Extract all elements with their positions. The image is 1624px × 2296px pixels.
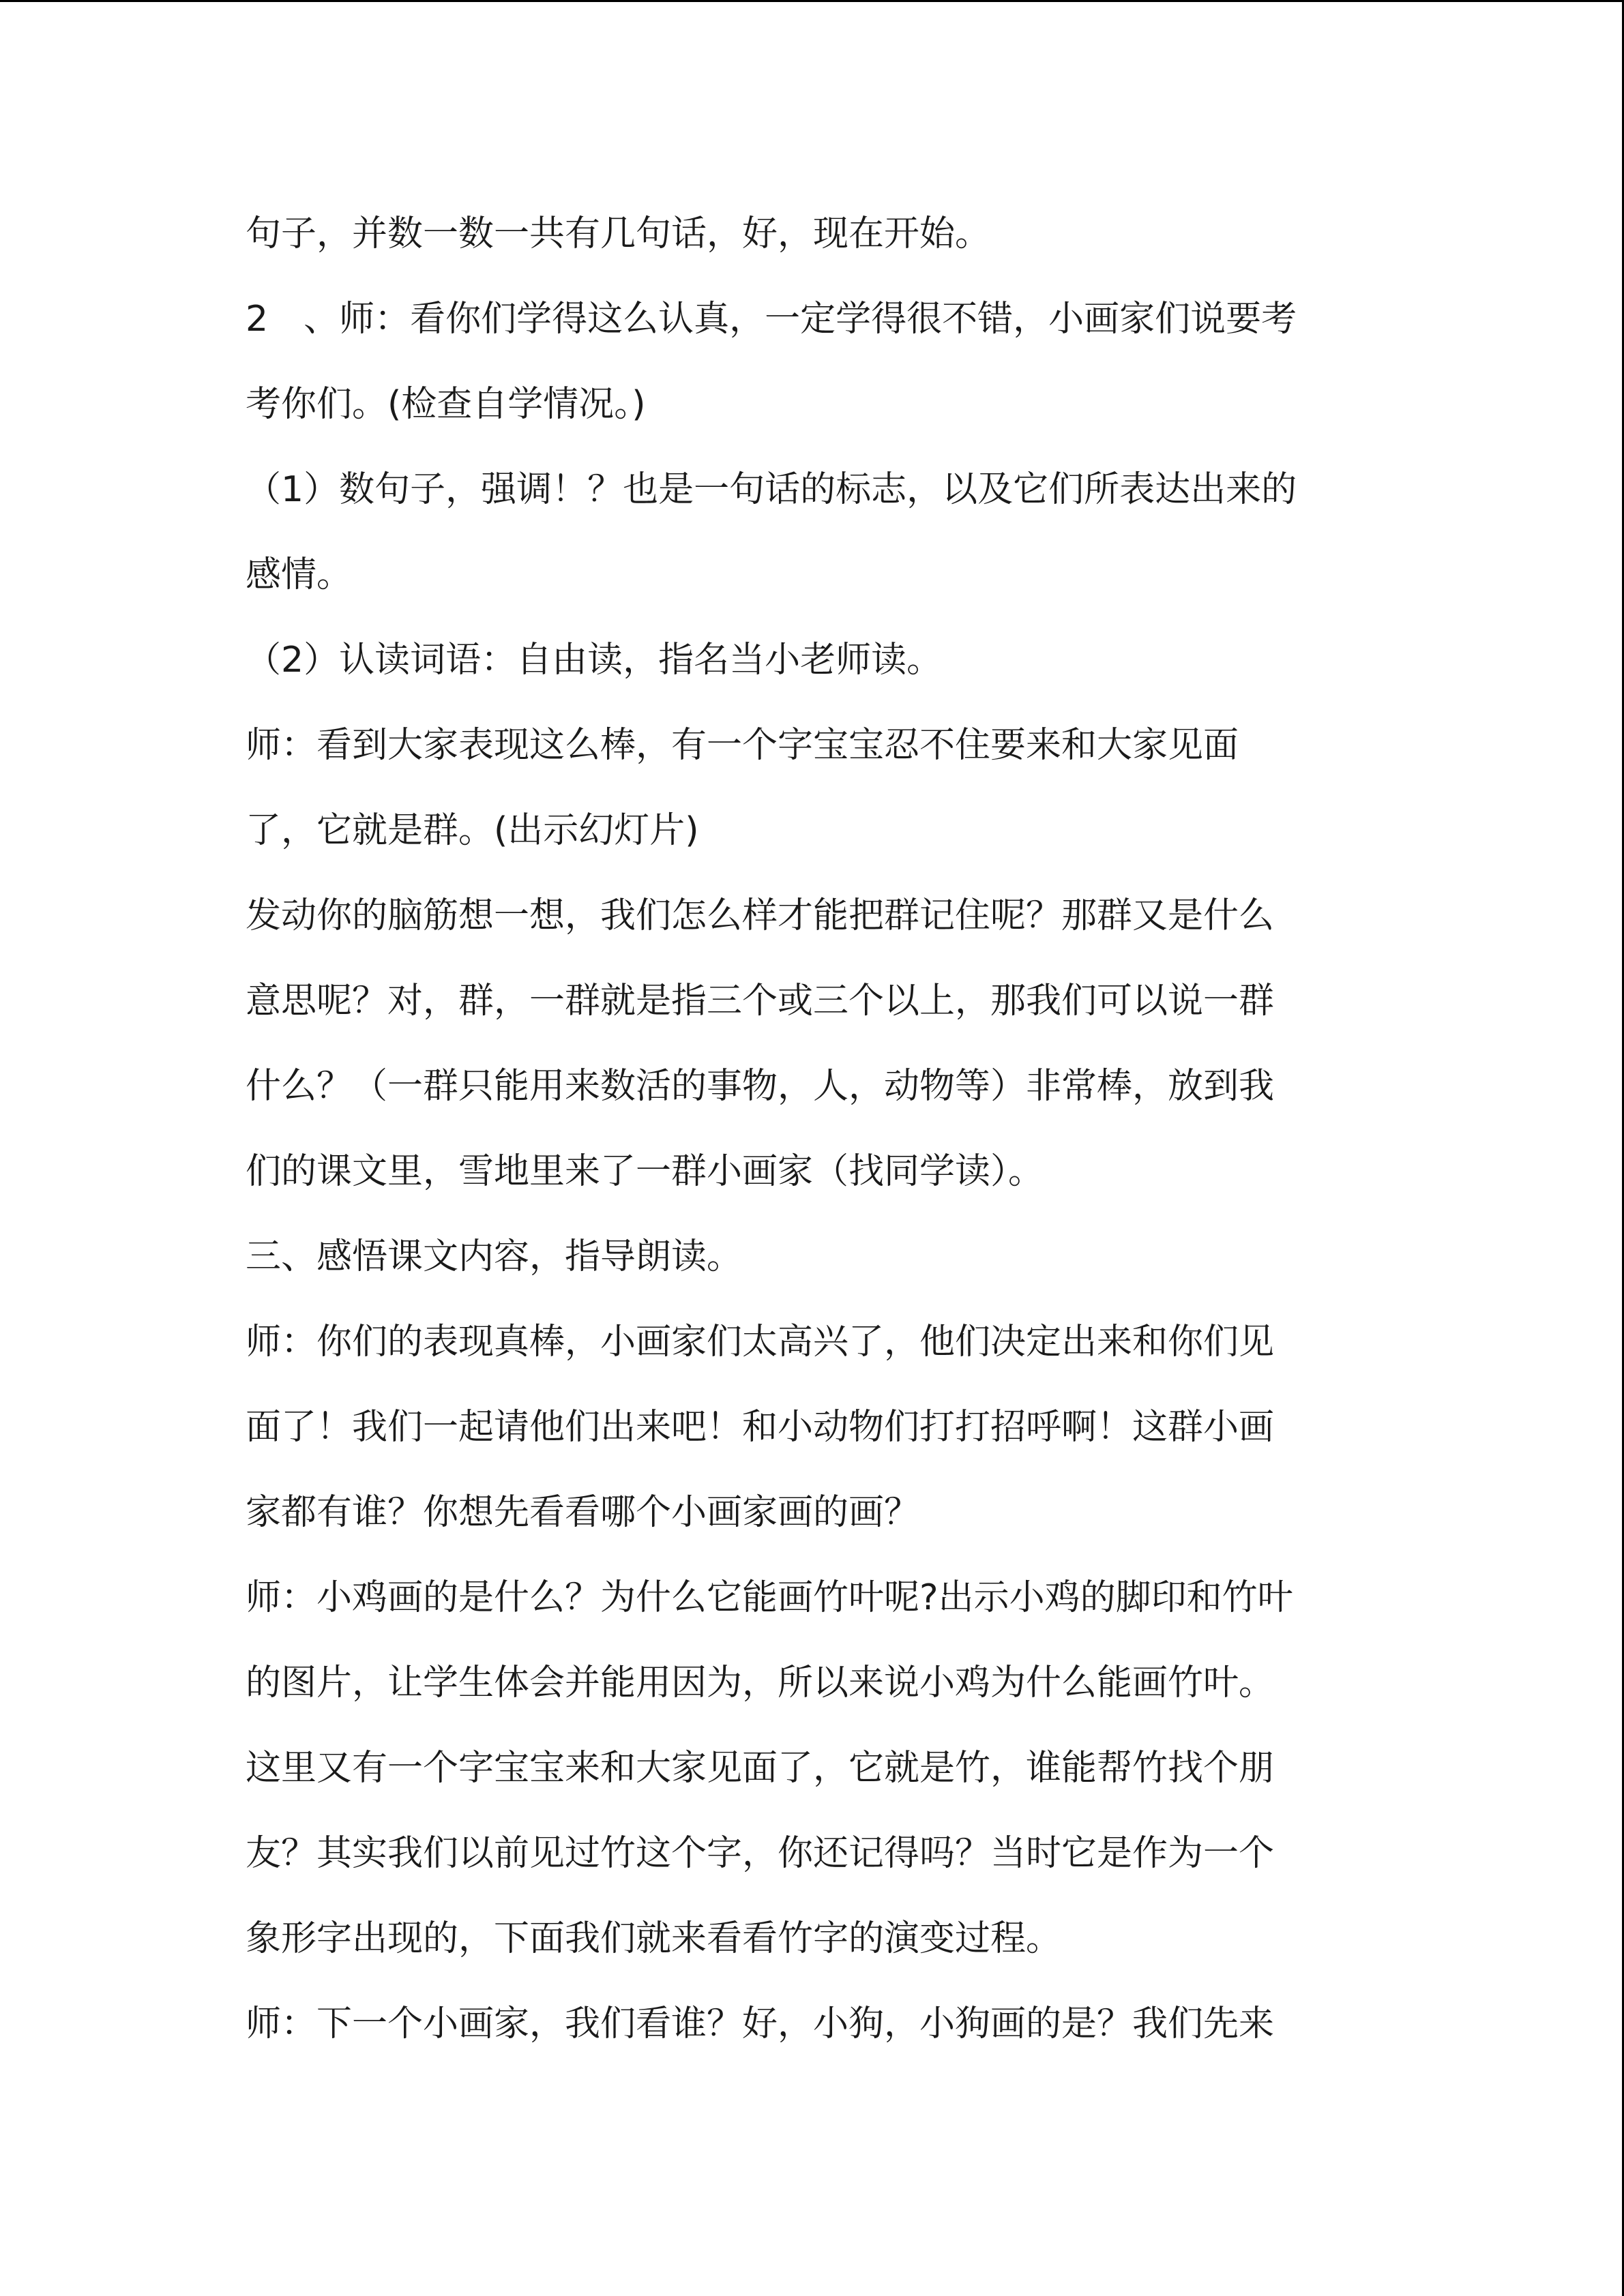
text-line: 友？其实我们以前见过竹这个字，你还记得吗？当时它是作为一个 [246, 1833, 1275, 1874]
text-line: 感情。 [246, 554, 353, 595]
text-line: 了，它就是群。(出示幻灯片) [246, 810, 699, 851]
text-line: 2 、师：看你们学得这么认真，一定学得很不错，小画家们说要考 [246, 299, 1297, 340]
document-body [246, 209, 1391, 2085]
text-line: 什么？（一群只能用来数活的事物，人，动物等）非常棒，放到我 [246, 1066, 1275, 1107]
top-border-line [0, 0, 1624, 2]
text-line: 考你们。(检查自学情况。) [246, 384, 646, 425]
text-line: 师：下一个小画家，我们看谁？好，小狗，小狗画的是？我们先来 [246, 2003, 1275, 2044]
text-line: 师：小鸡画的是什么？为什么它能画竹叶呢?出示小鸡的脚印和竹叶 [246, 1577, 1293, 1618]
text-line: 象形字出现的，下面我们就来看看竹字的演变过程。 [246, 1918, 1062, 1959]
text-line: 面了！我们一起请他们出来吧！和小动物们打打招呼啊！这群小画 [246, 1407, 1275, 1448]
text-line: 句子，并数一数一共有几句话，好，现在开始。 [246, 213, 991, 254]
text-line: 家都有谁？你想先看看哪个小画家画的画？ [246, 1492, 920, 1533]
text-line: 的图片，让学生体会并能用因为，所以来说小鸡为什么能画竹叶。 [246, 1663, 1275, 1703]
text-line: 这里又有一个字宝宝来和大家见面了，它就是竹，谁能帮竹找个朋 [246, 1748, 1275, 1789]
text-line: （2）认读词语：自由读，指名当小老师读。 [246, 640, 943, 681]
text-line: 发动你的脑筋想一想，我们怎么样才能把群记住呢？那群又是什么 [246, 895, 1275, 936]
text-line: 三、感悟课文内容，指导朗读。 [246, 1236, 743, 1277]
text-line: 师：看到大家表现这么棒，有一个字宝宝忍不住要来和大家见面 [246, 725, 1239, 766]
text-line: 师：你们的表现真棒，小画家们太高兴了，他们决定出来和你们见 [246, 1322, 1275, 1362]
text-line: （1）数句子，强调！？也是一句话的标志，以及它们所表达出来的 [246, 469, 1297, 510]
text-line: 们的课文里，雪地里来了一群小画家（找同学读）。 [246, 1151, 1044, 1192]
text-line: 意思呢？对，群，一群就是指三个或三个以上，那我们可以说一群 [246, 981, 1275, 1022]
